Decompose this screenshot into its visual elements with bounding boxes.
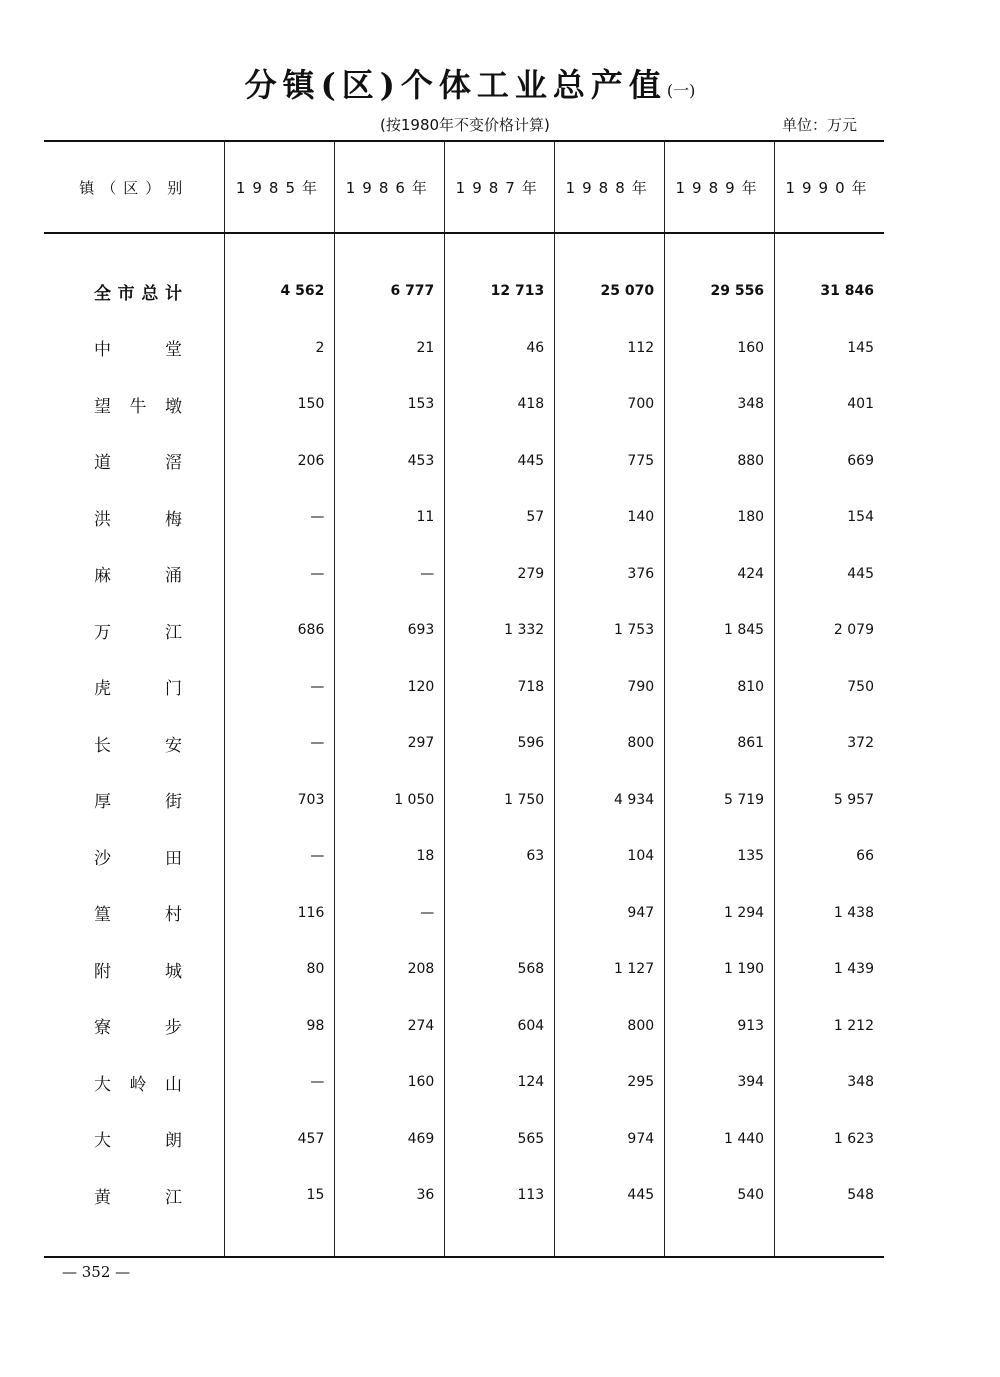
table-row [44, 941, 884, 998]
end-cell [775, 1224, 884, 1257]
value-cell: 21 [335, 320, 445, 377]
output-value-table [44, 140, 884, 1258]
value-cell: 810 [665, 659, 775, 716]
value-cell: — [225, 546, 335, 603]
price-basis-note: (按1980年不变价格计算) [380, 116, 550, 134]
title-suffix: (一) [666, 81, 696, 100]
town-name-cell [44, 433, 225, 490]
value-cell: 401 [775, 376, 884, 433]
town-name-cell [44, 1054, 225, 1111]
value-cell: 861 [665, 715, 775, 772]
value-cell: 348 [775, 1054, 884, 1111]
value-cell: 63 [445, 828, 555, 885]
value-cell: 913 [665, 998, 775, 1055]
value-cell: 206 [225, 433, 335, 490]
town-name: 洪梅 [94, 509, 182, 530]
town-name-cell [44, 772, 225, 829]
value-cell: 800 [555, 998, 665, 1055]
value-cell: — [225, 659, 335, 716]
value-cell: 120 [335, 659, 445, 716]
value-cell: 5 957 [775, 772, 884, 829]
town-name-cell [44, 263, 225, 320]
table-row [44, 489, 884, 546]
value-cell: 703 [225, 772, 335, 829]
town-name: 寮步 [94, 1018, 182, 1039]
value-cell: 669 [775, 433, 884, 490]
town-name: 万江 [94, 622, 182, 643]
value-cell: 180 [665, 489, 775, 546]
end-cell [445, 1224, 555, 1257]
value-cell: 160 [665, 320, 775, 377]
value-cell: 974 [555, 1111, 665, 1168]
value-cell: 445 [555, 1167, 665, 1224]
value-cell: 424 [665, 546, 775, 603]
value-cell: 718 [445, 659, 555, 716]
value-cell: 113 [445, 1167, 555, 1224]
town-name-cell [44, 376, 225, 433]
value-cell: 12 713 [445, 263, 555, 320]
page-title [0, 60, 940, 106]
value-cell: 394 [665, 1054, 775, 1111]
value-cell: 548 [775, 1167, 884, 1224]
value-cell: 750 [775, 659, 884, 716]
town-name-cell [44, 320, 225, 377]
value-cell: 445 [775, 546, 884, 603]
value-cell: 540 [665, 1167, 775, 1224]
value-cell: 2 079 [775, 602, 884, 659]
table-spacer [44, 233, 884, 263]
title-text: 分镇(区)个体工业总产值 [244, 66, 667, 104]
spacer-cell [445, 233, 555, 263]
town-name-cell [44, 602, 225, 659]
value-cell: 1 440 [665, 1111, 775, 1168]
table-end-row [44, 1224, 884, 1257]
value-cell: 469 [335, 1111, 445, 1168]
town-name-cell [44, 828, 225, 885]
town-name-cell [44, 1167, 225, 1224]
table-row [44, 433, 884, 490]
table-row [44, 1054, 884, 1111]
table-header-row [44, 141, 884, 233]
table-row [44, 885, 884, 942]
value-cell: 2 [225, 320, 335, 377]
town-name-cell [44, 546, 225, 603]
table-row [44, 320, 884, 377]
value-cell: 274 [335, 998, 445, 1055]
table-row [44, 546, 884, 603]
value-cell: 418 [445, 376, 555, 433]
value-cell: 1 845 [665, 602, 775, 659]
value-cell: 80 [225, 941, 335, 998]
value-cell: — [225, 489, 335, 546]
end-cell [225, 1224, 335, 1257]
value-cell: 208 [335, 941, 445, 998]
value-cell: 445 [445, 433, 555, 490]
spacer-cell [225, 233, 335, 263]
value-cell: 116 [225, 885, 335, 942]
value-cell [445, 885, 555, 942]
value-cell: 568 [445, 941, 555, 998]
header-1986: 1986年 [335, 141, 445, 233]
spacer-cell [665, 233, 775, 263]
town-name-cell [44, 715, 225, 772]
value-cell: 800 [555, 715, 665, 772]
value-cell: 154 [775, 489, 884, 546]
header-1985: 1985年 [225, 141, 335, 233]
value-cell: 596 [445, 715, 555, 772]
value-cell: 1 050 [335, 772, 445, 829]
value-cell: 4 562 [225, 263, 335, 320]
value-cell: 25 070 [555, 263, 665, 320]
header-1989: 1989年 [665, 141, 775, 233]
town-name-cell [44, 998, 225, 1055]
value-cell: 297 [335, 715, 445, 772]
page-number: — 352 — [62, 1263, 131, 1281]
town-name-cell [44, 941, 225, 998]
value-cell: 124 [445, 1054, 555, 1111]
table-row [44, 772, 884, 829]
value-cell: 1 212 [775, 998, 884, 1055]
value-cell: 11 [335, 489, 445, 546]
town-name: 大岭山 [94, 1074, 182, 1095]
value-cell: 1 439 [775, 941, 884, 998]
value-cell: 700 [555, 376, 665, 433]
spacer-cell [44, 233, 225, 263]
table-body [44, 233, 884, 1257]
value-cell: 947 [555, 885, 665, 942]
town-name-cell [44, 1111, 225, 1168]
value-cell: 112 [555, 320, 665, 377]
value-cell: 295 [555, 1054, 665, 1111]
header-1988: 1988年 [555, 141, 665, 233]
value-cell: 15 [225, 1167, 335, 1224]
value-cell: 348 [665, 376, 775, 433]
town-name-cell [44, 659, 225, 716]
value-cell: 604 [445, 998, 555, 1055]
town-name: 长安 [94, 735, 182, 756]
end-cell [335, 1224, 445, 1257]
spacer-cell [335, 233, 445, 263]
table-row-total [44, 263, 884, 320]
town-name: 全市总计 [94, 283, 182, 304]
value-cell: 1 753 [555, 602, 665, 659]
value-cell: — [225, 828, 335, 885]
value-cell: 1 127 [555, 941, 665, 998]
town-name: 望牛墩 [94, 396, 182, 417]
value-cell: 18 [335, 828, 445, 885]
table-row [44, 715, 884, 772]
value-cell: — [225, 715, 335, 772]
value-cell: 693 [335, 602, 445, 659]
town-name: 麻涌 [94, 566, 182, 587]
table-row [44, 828, 884, 885]
value-cell: 150 [225, 376, 335, 433]
value-cell: 775 [555, 433, 665, 490]
value-cell: 5 719 [665, 772, 775, 829]
value-cell: 686 [225, 602, 335, 659]
town-name: 附城 [94, 961, 182, 982]
value-cell: 1 750 [445, 772, 555, 829]
town-name: 中堂 [94, 340, 182, 361]
table-row [44, 1167, 884, 1224]
table-row [44, 376, 884, 433]
town-name: 厚街 [94, 792, 182, 813]
value-cell: 1 438 [775, 885, 884, 942]
value-cell: 453 [335, 433, 445, 490]
header-1990: 1990年 [775, 141, 884, 233]
value-cell: 1 190 [665, 941, 775, 998]
value-cell: 145 [775, 320, 884, 377]
value-cell: 36 [335, 1167, 445, 1224]
value-cell: 880 [665, 433, 775, 490]
value-cell: — [225, 1054, 335, 1111]
table-row [44, 659, 884, 716]
unit-label: 单位：万元 [782, 116, 858, 134]
value-cell: 4 934 [555, 772, 665, 829]
value-cell: 98 [225, 998, 335, 1055]
value-cell: — [335, 885, 445, 942]
value-cell: 1 623 [775, 1111, 884, 1168]
value-cell: 372 [775, 715, 884, 772]
spacer-cell [775, 233, 884, 263]
value-cell: 790 [555, 659, 665, 716]
value-cell: 565 [445, 1111, 555, 1168]
value-cell: 57 [445, 489, 555, 546]
value-cell: 31 846 [775, 263, 884, 320]
town-name: 篁村 [94, 905, 182, 926]
town-name: 沙田 [94, 848, 182, 869]
value-cell: 279 [445, 546, 555, 603]
town-name: 黄江 [94, 1187, 182, 1208]
town-name-cell [44, 489, 225, 546]
end-cell [665, 1224, 775, 1257]
spacer-cell [555, 233, 665, 263]
town-name: 虎门 [94, 679, 182, 700]
town-name: 大朗 [94, 1131, 182, 1152]
header-town: 镇（区）别 [44, 141, 225, 233]
value-cell: 160 [335, 1054, 445, 1111]
end-cell [555, 1224, 665, 1257]
value-cell: 1 294 [665, 885, 775, 942]
value-cell: 153 [335, 376, 445, 433]
value-cell: 140 [555, 489, 665, 546]
value-cell: 6 777 [335, 263, 445, 320]
town-name: 道滘 [94, 453, 182, 474]
value-cell: 29 556 [665, 263, 775, 320]
end-cell [44, 1224, 225, 1257]
value-cell: 1 332 [445, 602, 555, 659]
value-cell: 376 [555, 546, 665, 603]
table-row [44, 602, 884, 659]
value-cell: — [335, 546, 445, 603]
value-cell: 104 [555, 828, 665, 885]
value-cell: 46 [445, 320, 555, 377]
town-name-cell [44, 885, 225, 942]
header-1987: 1987年 [445, 141, 555, 233]
value-cell: 135 [665, 828, 775, 885]
table-row [44, 998, 884, 1055]
value-cell: 66 [775, 828, 884, 885]
value-cell: 457 [225, 1111, 335, 1168]
table-row [44, 1111, 884, 1168]
